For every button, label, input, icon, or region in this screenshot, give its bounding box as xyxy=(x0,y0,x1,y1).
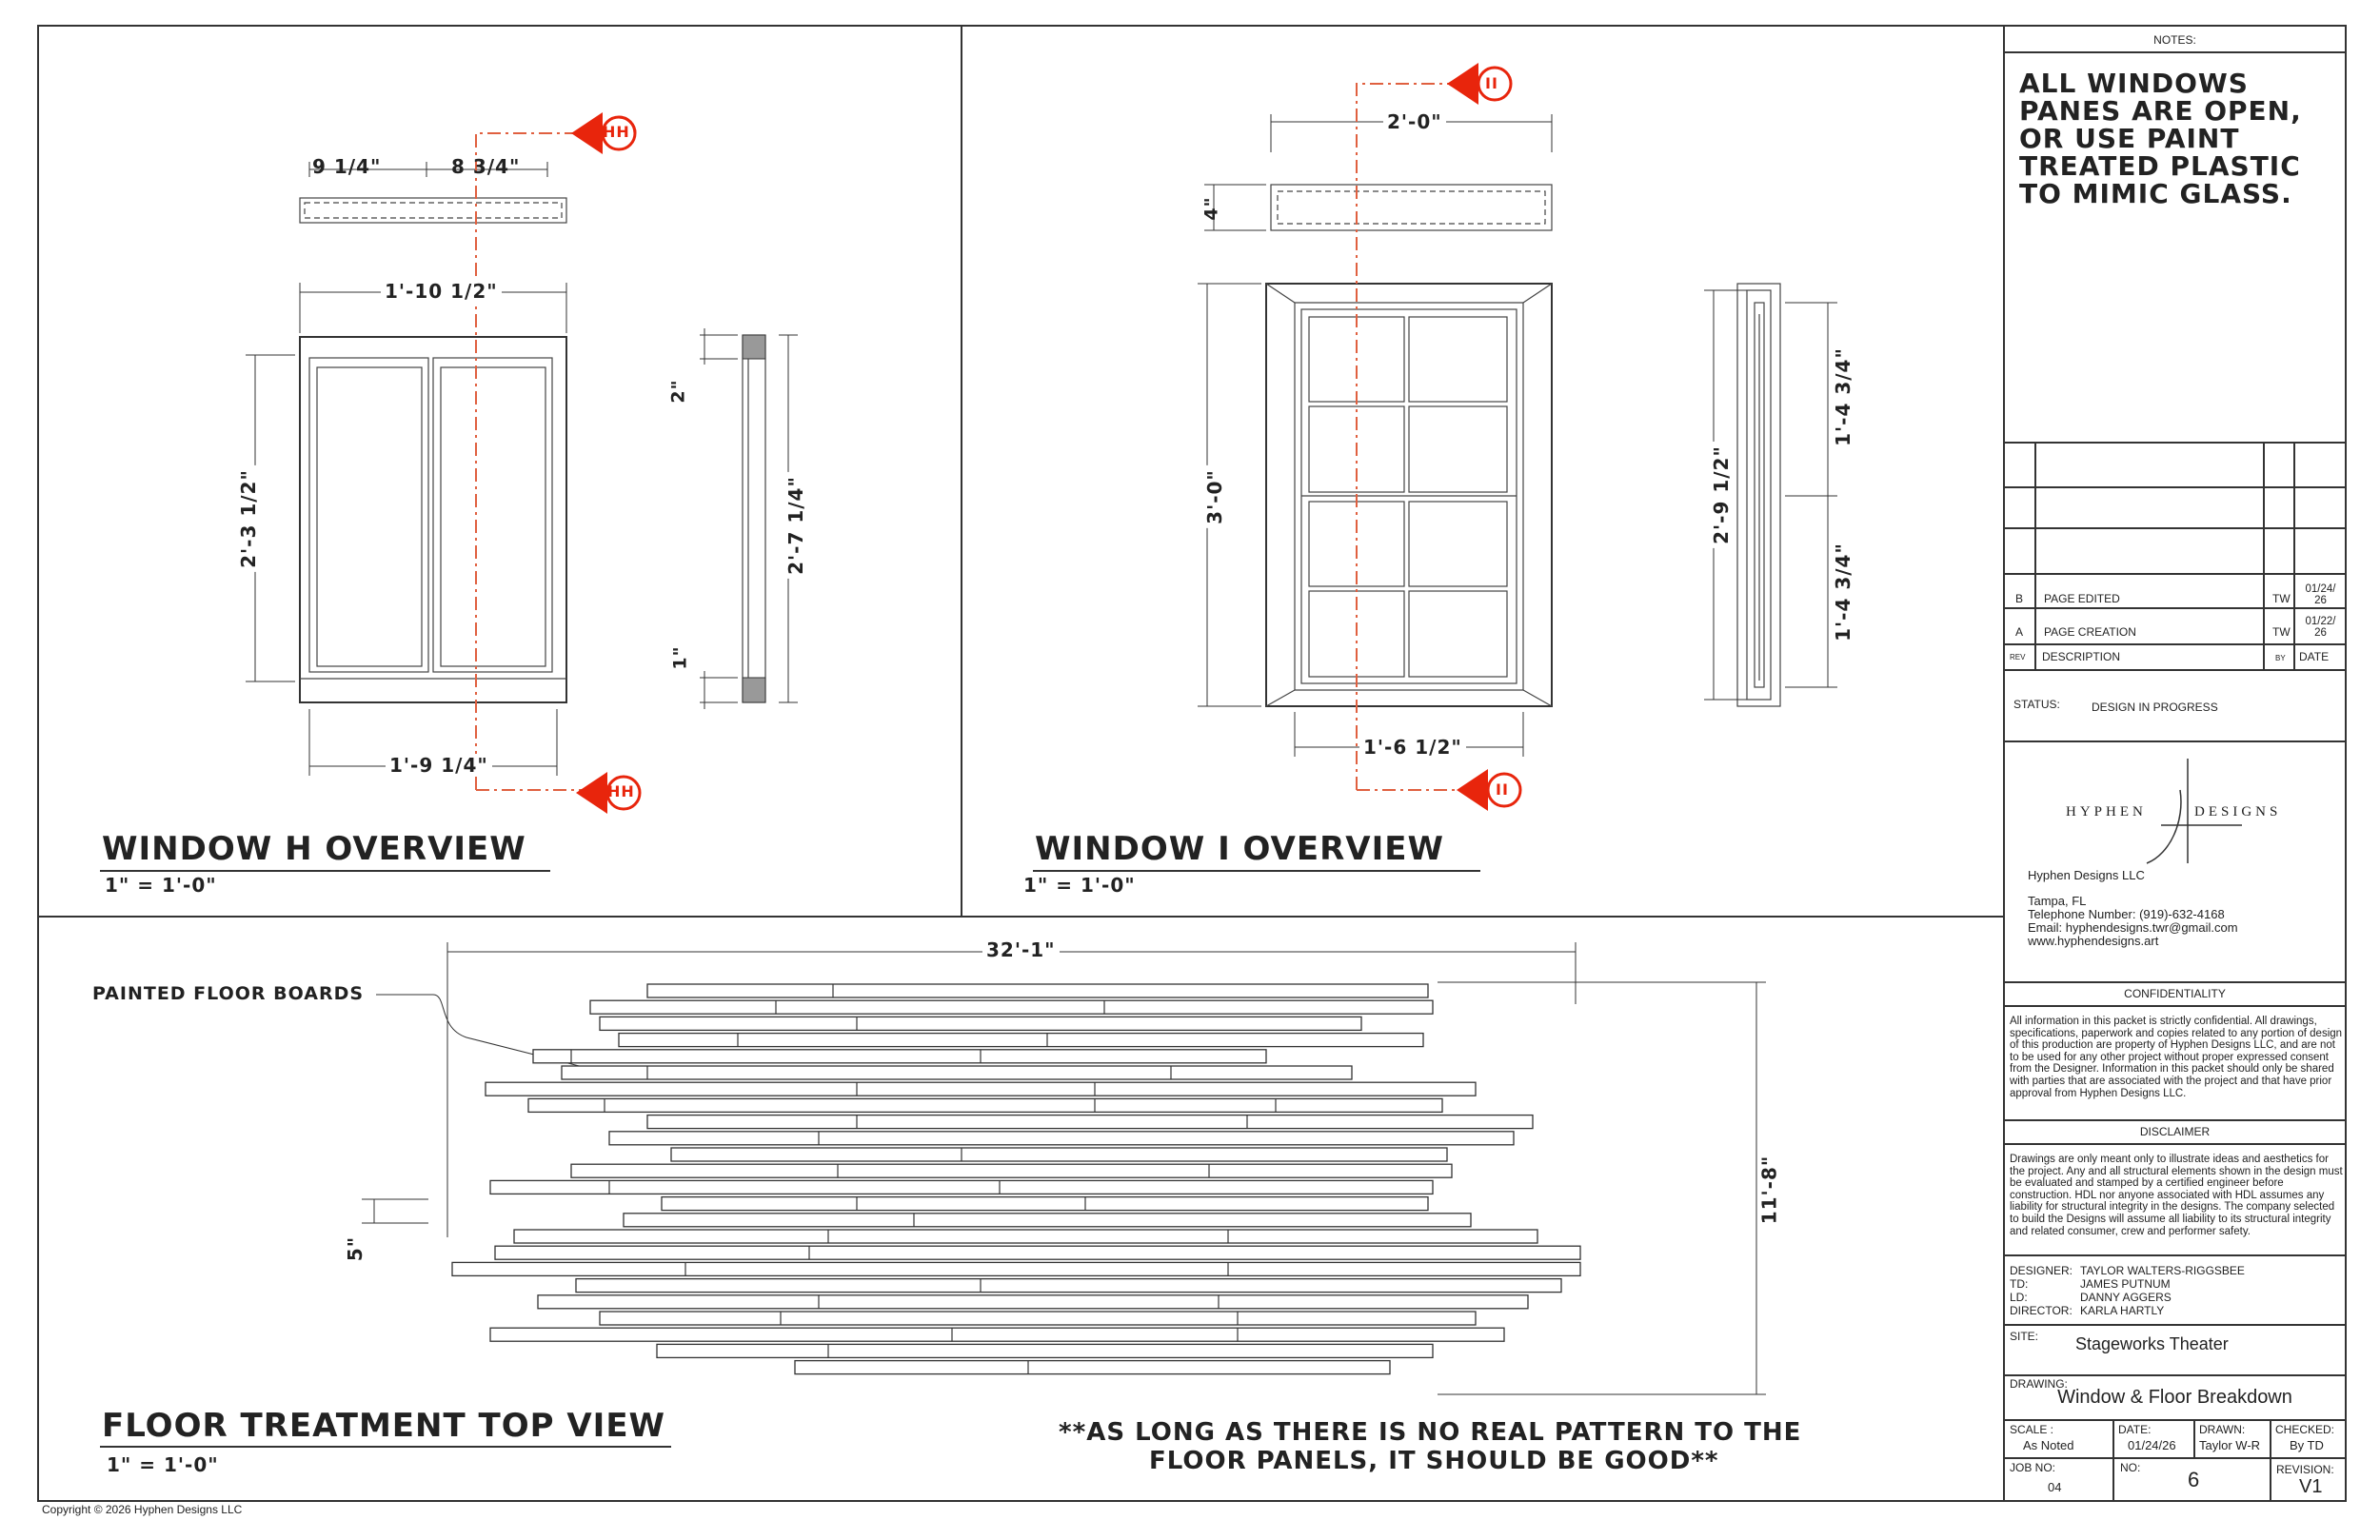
checked-value: By TD xyxy=(2290,1438,2324,1452)
rev-a-by: TW xyxy=(2272,625,2291,639)
credit-ld-role: LD: xyxy=(2010,1291,2028,1304)
rev-b-description: PAGE EDITED xyxy=(2044,592,2120,605)
rev-b-date: 01/24/ 26 xyxy=(2305,583,2336,606)
company-phone: Telephone Number: (919)-632-4168 xyxy=(2028,907,2225,921)
floor-board-row xyxy=(538,1295,1528,1309)
floor-board-row xyxy=(571,1164,1452,1177)
window-h-scale: 1" = 1'-0" xyxy=(105,874,217,897)
section-label-ii-top: II xyxy=(1485,74,1498,92)
no-label: NO: xyxy=(2120,1461,2141,1474)
date-label: DATE: xyxy=(2118,1423,2152,1436)
credit-td-name: JAMES PUTNUM xyxy=(2080,1277,2171,1291)
company-name: Hyphen Designs LLC xyxy=(2028,868,2145,882)
revision-label: REVISION: xyxy=(2276,1463,2334,1476)
floor-board-row xyxy=(514,1230,1537,1243)
date-value: 01/24/26 xyxy=(2128,1438,2176,1452)
floor-board-row xyxy=(624,1214,1471,1227)
window-i-dim-side-lower: 1'-4 3/4" xyxy=(1832,539,1854,645)
credit-td-role: TD: xyxy=(2010,1277,2029,1291)
disclaimer-text: Drawings are only meant only to illustrate ideas and aesthetics for the project. Any and all structural elements shown in the design must be evaluated and stamped by a certified engineer before construction. HDL nor anyone associated with HDL assumes any liability for structural integrity in the designs. The company selected to build the Designs will assume all liability to its structural integrity and related consumer, crew and performer safety. xyxy=(2010,1154,2343,1237)
notes-text: ALL WINDOWS PANES ARE OPEN, OR USE PAINT TREATED PLASTIC TO MIMIC GLASS. xyxy=(2019,68,2302,209)
drawing-value: Window & Floor Breakdown xyxy=(2057,1387,2292,1408)
floor-board-row xyxy=(600,1017,1361,1030)
drawn-label: DRAWN: xyxy=(2199,1423,2246,1436)
revision-value: V1 xyxy=(2299,1476,2323,1497)
floor-board-row xyxy=(533,1050,1266,1063)
window-h-drawing xyxy=(246,133,798,790)
section-label-ii-bottom: II xyxy=(1496,780,1509,799)
status-value: DESIGN IN PROGRESS xyxy=(2092,701,2218,714)
floor-callout: PAINTED FLOOR BOARDS xyxy=(92,983,365,1004)
floor-board-row xyxy=(647,1116,1533,1129)
company-email: Email: hyphendesigns.twr@gmail.com xyxy=(2028,920,2238,935)
logo-text-right: DESIGNS xyxy=(2194,804,2282,819)
window-i-dim-width: 2'-0" xyxy=(1383,110,1446,133)
site-label: SITE: xyxy=(2010,1330,2039,1343)
rev-b-by: TW xyxy=(2272,592,2291,605)
floor-board-row xyxy=(562,1066,1352,1079)
floor-board-row xyxy=(590,1000,1433,1014)
rev-a-date: 01/22/ 26 xyxy=(2305,616,2336,639)
credit-designer-name: TAYLOR WALTERS-RIGGSBEE xyxy=(2080,1264,2245,1277)
window-i-dim-side-upper: 1'-4 3/4" xyxy=(1832,344,1854,450)
confidentiality-header: CONFIDENTIALITY xyxy=(2124,987,2226,1000)
floor-board-row xyxy=(490,1328,1504,1341)
rev-b-letter: B xyxy=(2015,592,2024,605)
window-h-dim-side-height: 2'-7 1/4" xyxy=(784,472,807,579)
section-marker-ii-top xyxy=(1447,63,1511,105)
window-i-drawing xyxy=(1198,84,1837,790)
scale-label: SCALE : xyxy=(2010,1423,2054,1436)
window-h-dim-width: 1'-10 1/2" xyxy=(381,280,502,303)
window-i-scale: 1" = 1'-0" xyxy=(1023,874,1136,897)
window-h-dim-height: 2'-3 1/2" xyxy=(237,465,260,572)
logo-text-left: HYPHEN xyxy=(2066,804,2147,819)
floor-board-row xyxy=(486,1082,1476,1096)
floor-board-row xyxy=(528,1098,1442,1112)
window-h-dim-top-right: 8 3/4" xyxy=(451,155,521,178)
rev-header-by: BY xyxy=(2275,654,2286,662)
window-h-dim-top-left: 9 1/4" xyxy=(312,155,382,178)
credit-ld-name: DANNY AGGERS xyxy=(2080,1291,2172,1304)
drawn-value: Taylor W-R xyxy=(2199,1438,2261,1452)
job-value: 04 xyxy=(2048,1480,2062,1494)
drawing-label: DRAWING: xyxy=(2010,1377,2068,1391)
window-i-dim-height: 3'-0" xyxy=(1203,465,1226,528)
floor-board-row xyxy=(671,1148,1447,1161)
section-marker-ii-bottom xyxy=(1457,769,1520,811)
rev-header-date: DATE xyxy=(2299,650,2330,663)
notes-header: NOTES: xyxy=(2153,33,2196,47)
section-label-hh-bottom: HH xyxy=(607,782,635,800)
floor-note-line1: **AS LONG AS THERE IS NO REAL PATTERN TO THE xyxy=(1059,1418,1802,1447)
site-value: Stageworks Theater xyxy=(2075,1334,2229,1353)
floor-boards-group xyxy=(452,984,1580,1374)
floor-dim-height: 11'-8" xyxy=(1757,1152,1780,1229)
floor-board-row xyxy=(609,1132,1514,1145)
section-label-hh-top: HH xyxy=(603,123,630,141)
floor-board-row xyxy=(490,1180,1433,1194)
floor-board-row xyxy=(647,984,1428,997)
window-h-dim-inner-width: 1'-9 1/4" xyxy=(386,754,492,777)
floor-board-row xyxy=(662,1197,1428,1211)
rev-header-rev: REV xyxy=(2010,653,2026,661)
job-label: JOB NO: xyxy=(2010,1461,2056,1474)
floor-board-row xyxy=(619,1034,1423,1047)
window-h-dim-side-bottom: 1" xyxy=(669,645,691,670)
confidentiality-text: All information in this packet is strictly confidential. All drawings, specifications, paperwork and copies related to any portion of design of this production are property of Hyphen Designs LLC, and are not to be used for any other project without proper expressed consent from the Designer. Information in this packet should only be shared with parties that are associated with the project and that have prior approval from Hyphen Designs LLC. xyxy=(2010,1016,2343,1099)
floor-board-row xyxy=(495,1246,1580,1259)
title-block-grid xyxy=(2004,26,2346,1501)
floor-note-line2: FLOOR PANELS, IT SHOULD BE GOOD** xyxy=(1149,1447,1719,1475)
disclaimer-header: DISCLAIMER xyxy=(2139,1125,2211,1138)
company-website: www.hyphendesigns.art xyxy=(2028,934,2159,948)
rev-a-letter: A xyxy=(2015,625,2024,639)
window-h-title: WINDOW H OVERVIEW xyxy=(102,830,526,868)
floor-dim-board: 5" xyxy=(344,1235,367,1262)
floor-title: FLOOR TREATMENT TOP VIEW xyxy=(102,1407,666,1445)
rev-a-description: PAGE CREATION xyxy=(2044,625,2136,639)
credit-designer-role: DESIGNER: xyxy=(2010,1264,2073,1277)
window-h-dim-side-top: 2" xyxy=(667,379,689,404)
floor-board-row xyxy=(576,1279,1561,1293)
scale-value: As Noted xyxy=(2023,1438,2074,1452)
floor-dim-width: 32'-1" xyxy=(982,938,1060,961)
rev-header-description: DESCRIPTION xyxy=(2042,650,2121,663)
window-i-dim-side-height: 2'-9 1/2" xyxy=(1710,442,1733,548)
floor-board-row xyxy=(452,1262,1580,1275)
status-label: STATUS: xyxy=(2013,698,2060,711)
credit-director-name: KARLA HARTLY xyxy=(2080,1304,2165,1317)
title-block xyxy=(2004,26,2346,1501)
window-i-dim-inner-width: 1'-6 1/2" xyxy=(1359,736,1466,759)
floor-scale: 1" = 1'-0" xyxy=(107,1453,219,1476)
credit-director-role: DIRECTOR: xyxy=(2010,1304,2073,1317)
copyright: Copyright © 2026 Hyphen Designs LLC xyxy=(42,1503,243,1516)
window-i-dim-depth: 4" xyxy=(1200,196,1222,221)
window-i-title: WINDOW I OVERVIEW xyxy=(1035,830,1444,868)
no-value: 6 xyxy=(2188,1468,2200,1491)
floor-board-row xyxy=(795,1361,1390,1374)
floor-board-row xyxy=(600,1312,1476,1325)
company-city: Tampa, FL xyxy=(2028,894,2087,908)
floor-board-row xyxy=(657,1344,1433,1357)
checked-label: CHECKED: xyxy=(2275,1423,2335,1436)
